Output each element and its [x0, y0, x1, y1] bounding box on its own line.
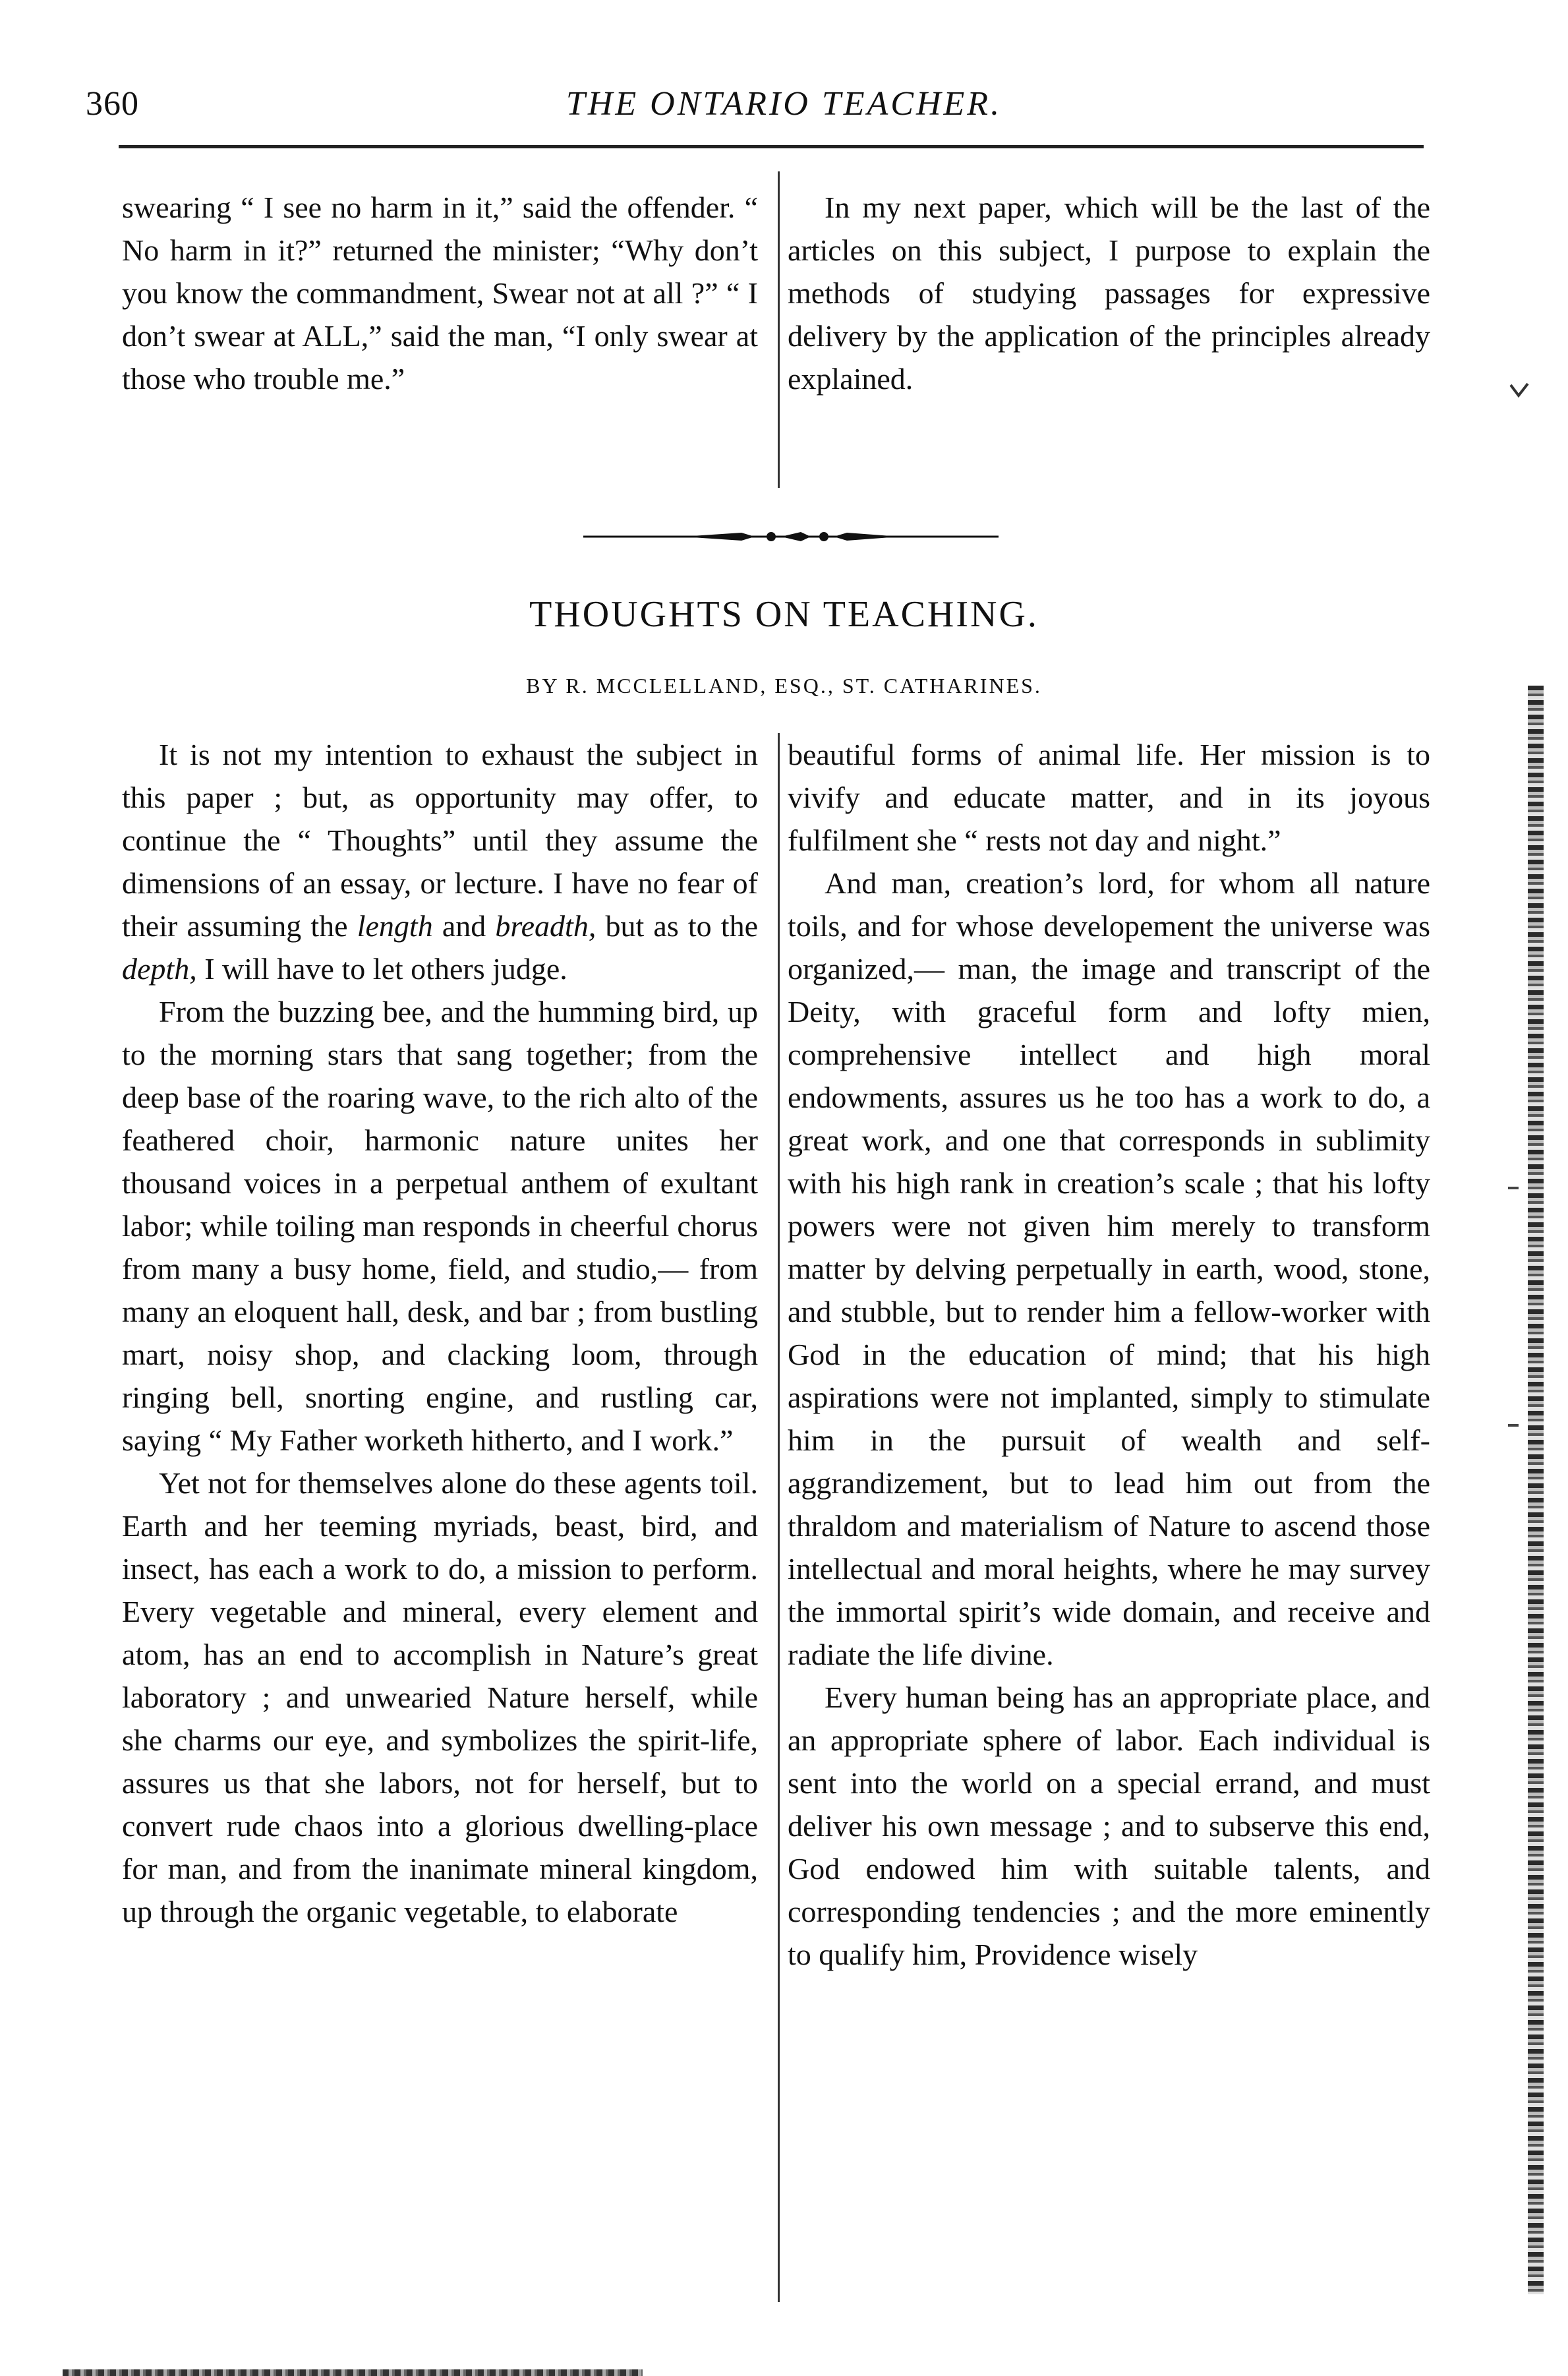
- prior-column-divider: [778, 171, 780, 488]
- prior-article-left-column: [122, 186, 758, 400]
- article-paragraph: From the buzzing bee, and the humming bird, up to the morning stars that sang together; from the deep base of the roaring wave, to the rich alto of the feathered choir, harmonic nature unites her thousand voices in a perpetual anthem of exultant labor; while toiling man responds in cheerful chorus from many a busy home, field, and studio,— from many an eloquent hall, desk, and bar ; from bustling mart, noisy shop, and clacking loom, through ringing bell, snorting engine, and rustling car, saying “ My Father worketh hitherto, and I work.”: [122, 995, 758, 1457]
- emphasis-length: length: [357, 909, 433, 943]
- article-paragraph: beautiful forms of animal life. Her mission is to vivify and educate matter, and in its joyous fulfilment she “ rests not day and night.”: [788, 738, 1430, 857]
- prior-left-paragraph: swearing “ I see no harm in it,” said the offender. “ No harm in it?” returned the minister; “Why don’t you know the commandment, Swear not at all ?” “ I don’t swear at ALL,” said the man, “I only swear at those who trouble me.”: [122, 191, 758, 396]
- article-title: THOUGHTS ON TEACHING.: [529, 594, 1039, 635]
- article-paragraph: Yet not for themselves alone do these agents toil. Earth and her teeming myriads, beast, bird, and insect, has each a work to do, a mission to perform. Every vegetable and mineral, every element and atom, has an end to accomplish in Nature’s great laboratory ; and unwearied Nature herself, while she charms our eye, and symbolizes the spirit-life, assures us that she labors, not for herself, but to convert rude chaos into a glorious dwelling-place for man, and from the inanimate mineral kingdom, up through the organic vegetable, to elaborate: [122, 1466, 758, 1928]
- emphasis-breadth: breadth,: [495, 909, 596, 943]
- article-byline: BY R. MCCLELLAND, ESQ., ST. CATHARINES.: [526, 674, 1042, 698]
- page-number: 360: [86, 85, 139, 123]
- emphasis-depth: depth,: [122, 952, 197, 986]
- article-right-column: [788, 733, 1430, 1976]
- stray-mark-icon: [1509, 382, 1529, 398]
- article-paragraph: It is not my intention to exhaust the subject in this paper ; but, as opportunity may offer, to continue the “ Thoughts” until they assume the dimensions of an essay, or lecture. I have no fear of their assuming the length and breadth, but as to the depth, I will have to let others judge.: [122, 738, 758, 986]
- prior-right-paragraph: In my next paper, which will be the last of the articles on this subject, I purpose to explain the methods of studying passages for expressive delivery by the application of the principles already explained.: [788, 191, 1430, 396]
- article-paragraph: Every human being has an appropriate place, and an appropriate sphere of labor. Each individual is sent into the world on a special errand, and must deliver his own message ; and to subserve this end, God endowed him with suitable talents, and corresponding tendencies ; and the more eminently to qualify him, Providence wisely: [788, 1680, 1430, 1971]
- page-edge-binding: [1528, 686, 1544, 2294]
- ornamental-rule-icon: [583, 529, 999, 545]
- prior-article-right-column: [788, 186, 1430, 400]
- article-left-column: [122, 733, 758, 1933]
- bottom-scan-edge: [63, 2369, 643, 2376]
- article-column-divider: [778, 733, 780, 2302]
- article-paragraph: And man, creation’s lord, for whom all nature toils, and for whose developement the universe was organized,— man, the image and transcript of the Deity, with graceful form and lofty mien, comprehensive intellect and high moral endowments, assures us he too has a work to do, a great work, and one that corresponds in sublimity with his high rank in creation’s scale ; that his lofty powers were not given him merely to transform matter by delving perpetually in earth, wood, stone, and stubble, but to render him a fellow-worker with God in the education of mind; that his high aspirations were not implanted, simply to stimulate him in the pursuit of wealth and self-aggrandizement, but to lead him out from the thraldom and materialism of Nature to ascend those intellectual and moral heights, where he may survey the immortal spirit’s wide domain, and receive and radiate the life divine.: [788, 866, 1430, 1671]
- header-rule: [119, 145, 1424, 148]
- edge-tick: [1508, 1424, 1519, 1427]
- edge-tick: [1508, 1187, 1519, 1189]
- running-title: THE ONTARIO TEACHER.: [566, 85, 1002, 123]
